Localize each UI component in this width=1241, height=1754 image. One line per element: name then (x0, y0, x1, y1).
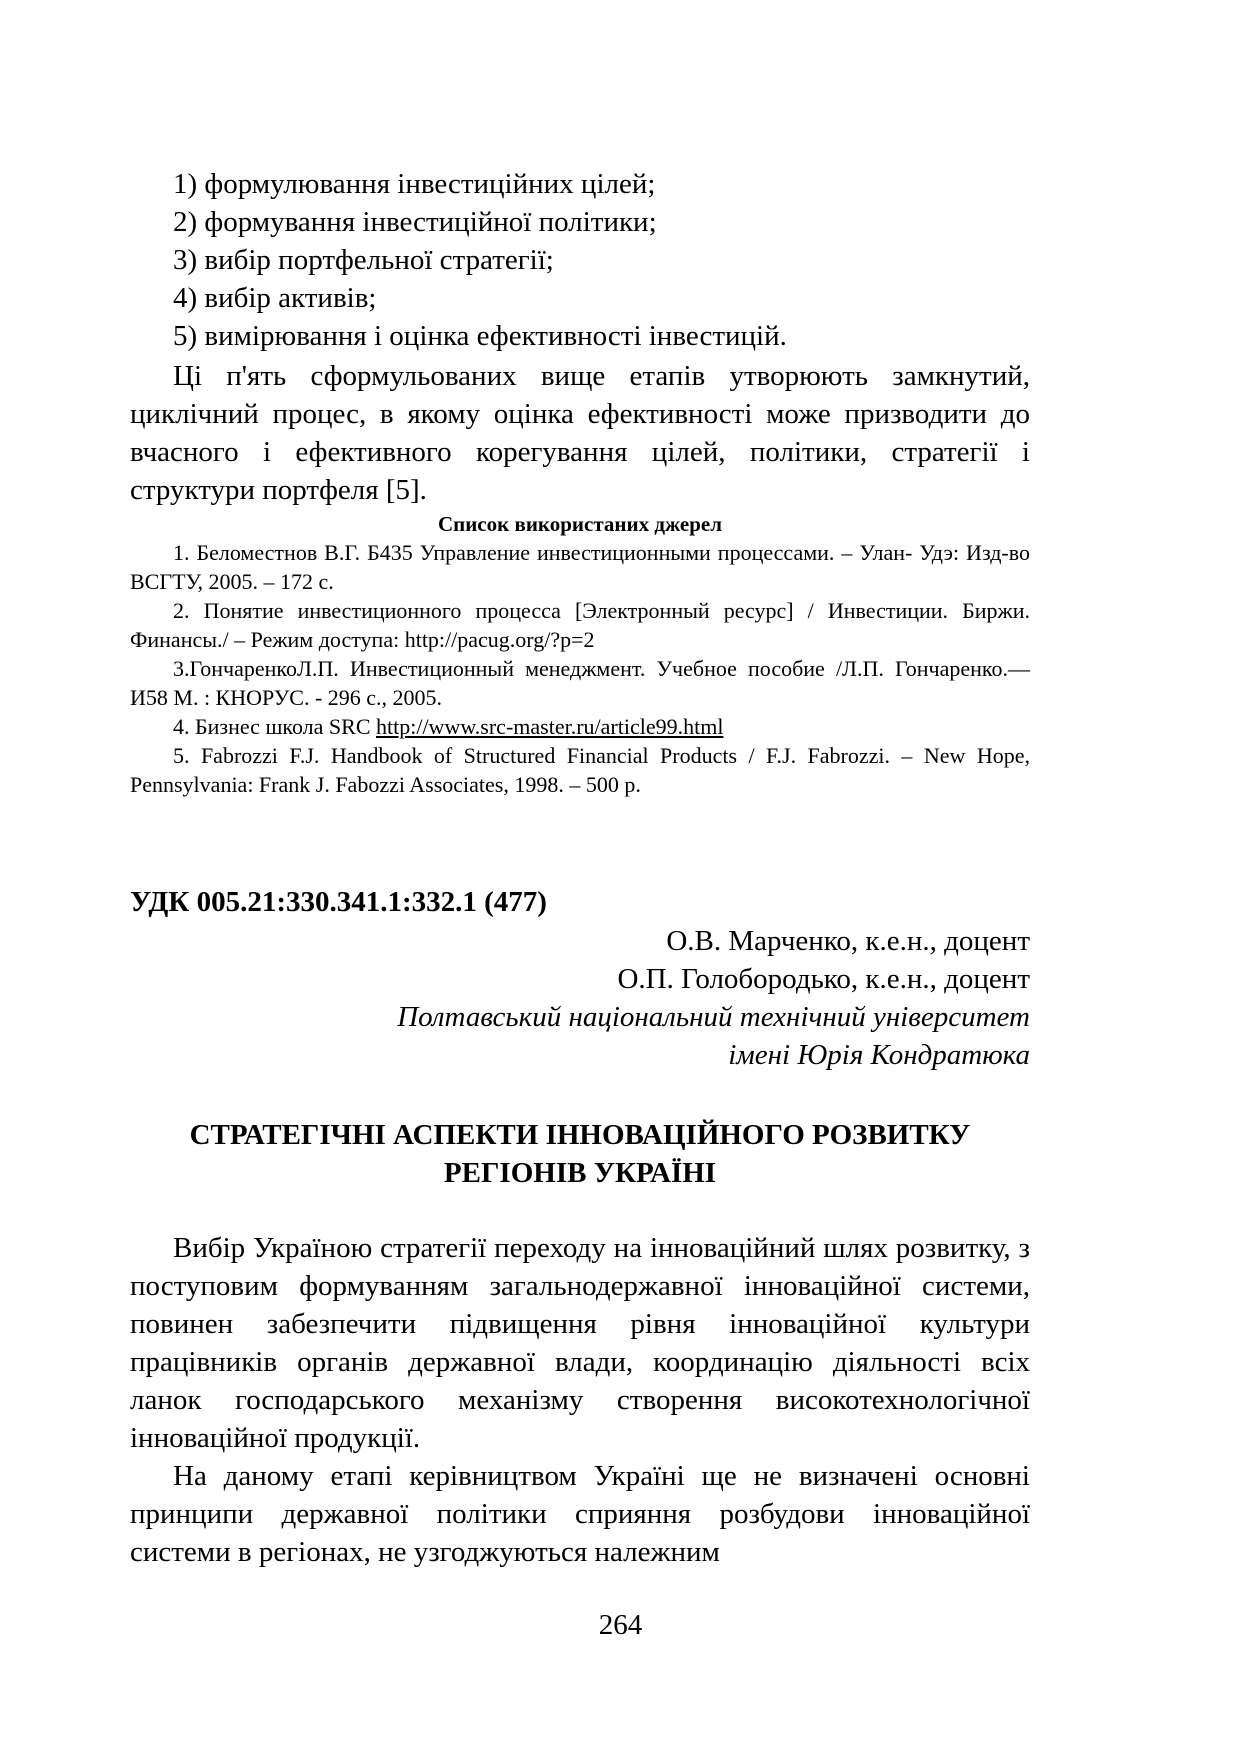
udk-block (130, 883, 1030, 921)
body-paragraph: Вибір Україною стратегії переходу на інноваційний шлях розвитку, з поступовим формуванням загальнодержавної інноваційної системи, повинен забезпечити підвищення рівня інноваційної культури працівників органів державної влади, координацію діяльності всіх ланок господарського механізму створення високотехнологічної інноваційної продукції. (130, 1232, 1030, 1454)
reference-link[interactable]: http://www.src-master.ru/article99.html (376, 714, 724, 739)
references-section (130, 508, 1030, 799)
list-item: 4) вибір активів; (173, 282, 377, 314)
reference-text: 1. Беломестнов В.Г. Б435 Управление инвестиционными процессами. – Улан- Удэ: Изд-во ВСГТУ, 2005. – 172 с. (130, 540, 1030, 594)
list-item: 2) формування інвестиційної політики; (173, 206, 657, 238)
list-item: 3) вибір портфельної стратегії; (173, 244, 554, 276)
author-line: О.В. Марченко, к.е.н., доцент (666, 925, 1030, 957)
reference-item (130, 538, 1030, 596)
body-paragraph: На даному етапі керівництвом Україні ще не визначені основні принципи державної політики сприяння розбудови інноваційної системи в регіонах, не узгоджуються належним (130, 1460, 1030, 1568)
summary-paragraph: Ці п'ять сформульованих вище етапів утворюють замкнутий, циклічний процес, в якому оцінка ефективності може призводити до вчасного і ефективного корегування цілей, політики, стратегії і структури портфеля [5]. (130, 360, 1030, 506)
reference-item (130, 596, 1030, 654)
author-line: О.П. Голобородько, к.е.н., доцент (617, 963, 1030, 995)
page-number: 264 (598, 1609, 643, 1641)
reference-text: 4. Бизнес школа SRC (173, 714, 376, 739)
article-body (130, 1229, 1030, 1571)
references-title: Список використаних джерел (437, 512, 723, 536)
affiliation-line: Полтавський національний технічний університет (397, 1001, 1030, 1033)
reference-item (130, 712, 1030, 741)
reference-text: 2. Понятие инвестиционного процесса [Электронный ресурс] / Инвестиции. Биржи. Финансы./ – Режим доступа: http://pacug.org/?p=2 (130, 598, 1030, 652)
title-line: РЕГІОНІВ УКРАЇНІ (443, 1157, 717, 1189)
affiliation-line: імені Юрія Кондратюка (728, 1039, 1030, 1071)
authors-block (130, 922, 1030, 1074)
stage-list (130, 165, 1030, 355)
reference-item (130, 654, 1030, 712)
reference-text: 3.ГончаренкоЛ.П. Инвестиционный менеджмент. Учебное пособие /Л.П. Гончаренко.— И58 М. : КНОРУС. - 296 с., 2005. (130, 656, 1030, 710)
list-item: 5) вимірювання і оцінка ефективності інвестицій. (173, 320, 787, 352)
reference-text: 5. Fabrozzi F.J. Handbook of Structured Financial Products / F.J. Fabrozzi. – New Hope, Pennsylvania: Frank J. Fabozzi Associates, 1998. – 500 p. (130, 743, 1030, 797)
reference-item (130, 741, 1030, 799)
title-line: СТРАТЕГІЧНІ АСПЕКТИ ІННОВАЦІЙНОГО РОЗВИТКУ (189, 1119, 971, 1151)
summary-block (130, 357, 1030, 509)
udk-code: УДК 005.21:330.341.1:332.1 (477) (130, 886, 547, 918)
list-item: 1) формулювання інвестиційних цілей; (173, 168, 656, 200)
article-title (130, 1116, 1030, 1192)
